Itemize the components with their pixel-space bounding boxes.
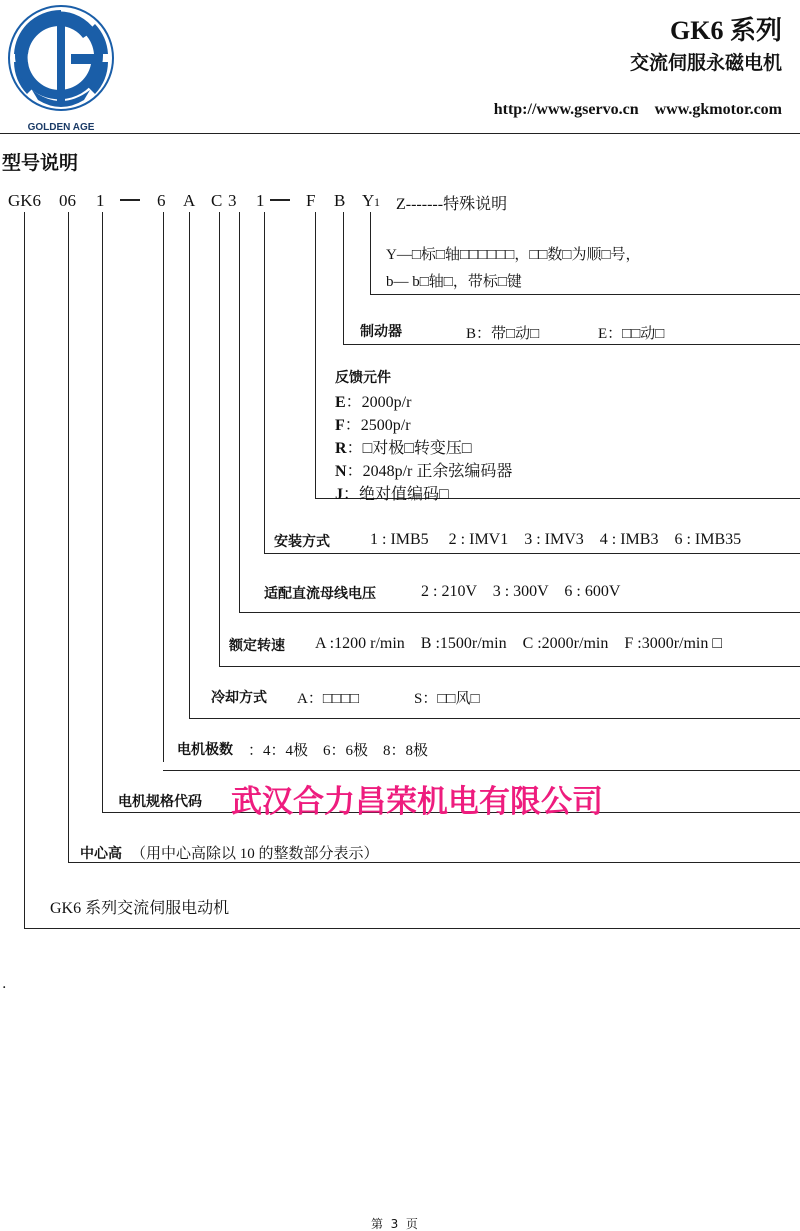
code-part-a: A bbox=[183, 191, 196, 210]
code-part-y-sub: 1 bbox=[374, 195, 380, 209]
feedback-n-value: ：2048p/r 正余弦编码器 bbox=[346, 463, 513, 480]
feedback-j bbox=[335, 481, 449, 504]
leader-gk6 bbox=[24, 212, 25, 929]
poles-values: ：4：4极 6：6极 8：8极 bbox=[248, 743, 429, 759]
rule-shaft bbox=[370, 294, 800, 295]
header-subtitle: 交流伺服永磁电机 bbox=[629, 52, 782, 74]
feedback-f bbox=[335, 412, 411, 435]
feedback-f-value: ：2500p/r bbox=[344, 417, 411, 434]
feedback-j-key: J bbox=[335, 486, 343, 503]
feedback-label: 反馈元件 bbox=[335, 370, 391, 386]
brake-e-text: E：□□动□ bbox=[598, 326, 665, 342]
leader-cooling bbox=[189, 212, 190, 719]
feedback-r-value: ：□对极□转变压□ bbox=[346, 440, 472, 457]
leader-speed bbox=[219, 212, 220, 667]
mount-label: 安装方式 bbox=[274, 534, 330, 550]
poles-label: 电机极数 bbox=[177, 742, 233, 758]
rule-mount bbox=[264, 553, 800, 554]
leader-06 bbox=[68, 212, 69, 863]
feedback-e-key: E bbox=[335, 394, 346, 411]
code-part-3: 3 bbox=[228, 191, 237, 210]
rule-speed bbox=[219, 666, 800, 667]
voltage-values: 2 : 210V 3 : 300V 6 : 600V bbox=[421, 583, 621, 600]
shaft-b-text: b— b□轴□，带标□键 bbox=[386, 274, 522, 290]
code-part-f: F bbox=[306, 191, 316, 210]
company-watermark: 武汉合力昌荣机电有限公司 bbox=[231, 784, 603, 820]
code-dash bbox=[270, 199, 290, 201]
center-label: 中心高 bbox=[80, 846, 122, 862]
speed-label: 额定转速 bbox=[229, 638, 285, 654]
brake-label: 制动器 bbox=[360, 324, 402, 340]
feedback-f-key: F bbox=[335, 417, 345, 434]
code-part-1b: 1 bbox=[256, 191, 265, 210]
code-part-y: Y bbox=[362, 191, 375, 210]
golden-age-logo bbox=[2, 2, 120, 134]
series-title: GK6 系列 bbox=[670, 16, 782, 45]
leader-mount bbox=[264, 212, 265, 554]
feedback-r bbox=[335, 435, 472, 458]
shaft-y-text: Y—□标□轴□□□□□□，□□数□为顺□号， bbox=[386, 247, 641, 263]
leader-brake bbox=[343, 212, 344, 345]
logo-mark-icon bbox=[2, 2, 120, 134]
cooling-a-text: A：□□□□ bbox=[297, 691, 360, 707]
code-part-gk6: GK6 bbox=[8, 191, 42, 210]
feedback-e-value: ：2000p/r bbox=[345, 394, 412, 411]
cooling-label: 冷却方式 bbox=[211, 690, 267, 706]
special-note: Z-------特殊说明 bbox=[396, 196, 508, 213]
voltage-label: 适配直流母线电压 bbox=[264, 586, 376, 602]
stray-dot: . bbox=[2, 976, 7, 992]
rule-brake bbox=[343, 344, 800, 345]
series-description: GK6 系列交流伺服电动机 bbox=[50, 900, 230, 917]
page-number: 第 3 页 bbox=[371, 1217, 418, 1231]
spec-label: 电机规格代码 bbox=[118, 794, 202, 810]
header-urls: http://www.gservo.cn www.gkmotor.com bbox=[493, 101, 782, 118]
code-part-c: C bbox=[211, 191, 223, 210]
mount-values: 1 : IMB5 2 : IMV1 3 : IMV3 4 : IMB3 6 : IMB35 bbox=[370, 531, 742, 548]
leader-spec bbox=[102, 212, 103, 813]
rule-series bbox=[24, 928, 800, 929]
speed-values: A :1200 r/min B :1500r/min C :2000r/min F :3000r/min □ bbox=[315, 635, 723, 652]
feedback-n bbox=[335, 458, 512, 481]
code-part-6: 6 bbox=[157, 191, 166, 210]
leader-poles bbox=[163, 212, 164, 762]
brake-b-text: B：带□动□ bbox=[466, 326, 540, 342]
code-dash bbox=[120, 199, 140, 201]
leader-voltage bbox=[239, 212, 240, 613]
feedback-r-key: R bbox=[335, 440, 347, 457]
code-part-b: B bbox=[334, 191, 346, 210]
rule-cooling bbox=[189, 718, 800, 719]
header-rule bbox=[0, 133, 800, 134]
center-text: （用中心高除以 10 的整数部分表示） bbox=[131, 846, 379, 862]
rule-voltage bbox=[239, 612, 800, 613]
feedback-j-value: ：绝对值编码□ bbox=[343, 486, 449, 503]
code-part-06: 06 bbox=[59, 191, 76, 210]
rule-poles bbox=[163, 770, 800, 771]
code-part-1: 1 bbox=[96, 191, 105, 210]
feedback-n-key: N bbox=[335, 463, 347, 480]
leader-feedback bbox=[315, 212, 316, 499]
leader-shaft bbox=[370, 212, 371, 295]
cooling-s-text: S：□□风□ bbox=[414, 691, 480, 707]
feedback-e bbox=[335, 389, 411, 412]
svg-text:GOLDEN AGE: GOLDEN AGE bbox=[27, 122, 95, 133]
section-title: 型号说明 bbox=[2, 152, 79, 174]
